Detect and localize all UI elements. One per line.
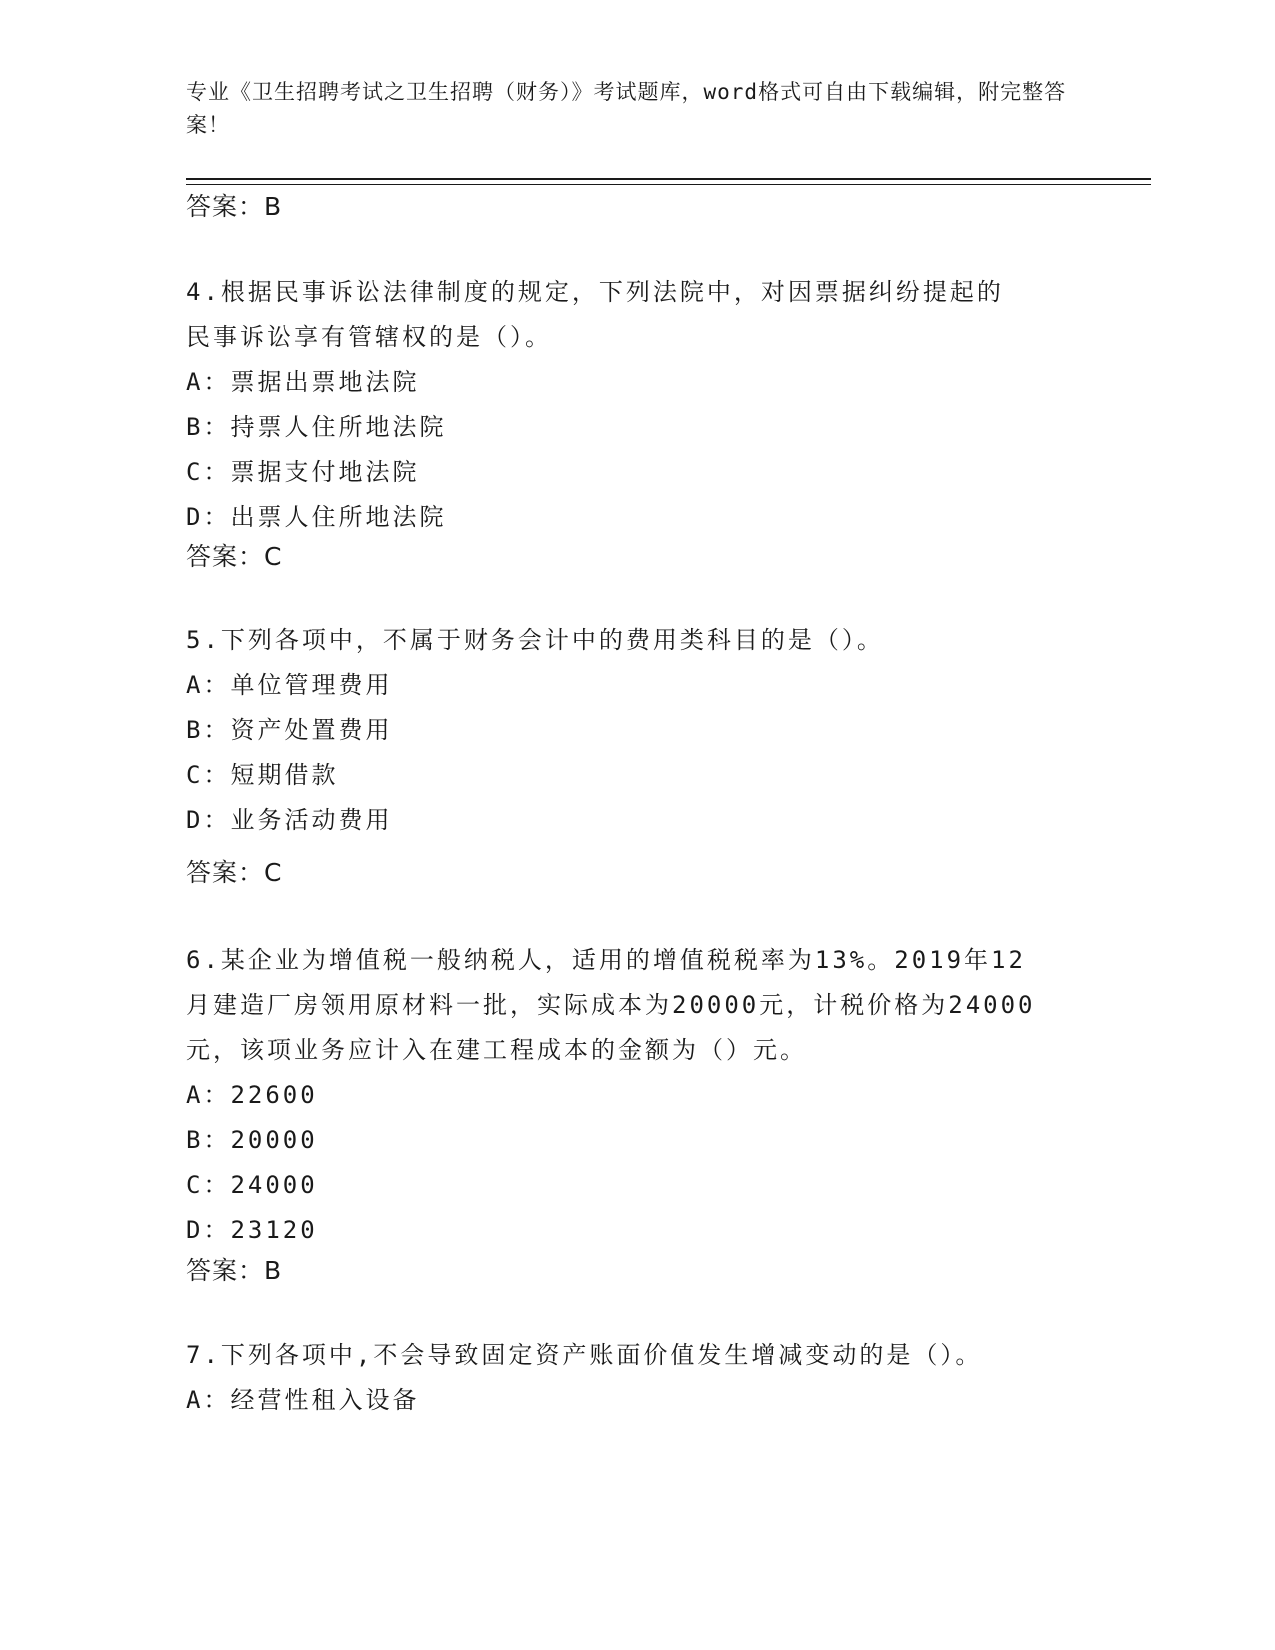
- option-d: D：业务活动费用: [186, 806, 393, 834]
- option-a: A：票据出票地法院: [186, 368, 420, 396]
- option-c: C：24000: [186, 1171, 318, 1199]
- stem-line: 月建造厂房领用原材料一批，实际成本为20000元，计税价格为24000: [186, 991, 1036, 1019]
- stem-line: 民事诉讼享有管辖权的是（）。: [186, 323, 552, 351]
- question-stem: [186, 938, 1086, 1073]
- header-intro: 专业《卫生招聘考试之卫生招聘（财务）》考试题库，word格式可自由下载编辑，附完整答案！: [186, 80, 1067, 137]
- question-7: [186, 1333, 1086, 1423]
- option-d: D：23120: [186, 1216, 318, 1244]
- option-d: D：出票人住所地法院: [186, 503, 447, 531]
- question-6: [186, 938, 1086, 1253]
- answer-q5: 答案：C: [186, 858, 283, 887]
- option-a: A：单位管理费用: [186, 671, 393, 699]
- option-c: C：票据支付地法院: [186, 458, 420, 486]
- answer-q3: 答案：B: [186, 192, 283, 221]
- option-a: A：22600: [186, 1081, 318, 1109]
- option-a: A：经营性租入设备: [186, 1386, 420, 1414]
- answer-q4: 答案：C: [186, 542, 283, 571]
- document-header: [186, 76, 1086, 142]
- answer-q6: 答案：B: [186, 1256, 283, 1285]
- header-divider-thick: [186, 178, 1151, 180]
- stem-line: 6.某企业为增值税一般纳税人，适用的增值税税率为13%。2019年12: [186, 946, 1026, 974]
- option-b: B：20000: [186, 1126, 318, 1154]
- stem-line: 元，该项业务应计入在建工程成本的金额为（）元。: [186, 1036, 807, 1064]
- stem-line: 7.下列各项中,不会导致固定资产账面价值发生增减变动的是（）。: [186, 1341, 983, 1369]
- question-4: [186, 270, 1086, 540]
- header-divider-thin: [186, 184, 1151, 185]
- question-stem: [186, 618, 1086, 663]
- stem-line: 4.根据民事诉讼法律制度的规定，下列法院中，对因票据纠纷提起的: [186, 278, 1004, 306]
- question-5: [186, 618, 1086, 843]
- option-b: B：持票人住所地法院: [186, 413, 447, 441]
- question-stem: [186, 1333, 1086, 1378]
- question-stem: [186, 270, 1086, 360]
- stem-line: 5.下列各项中，不属于财务会计中的费用类科目的是（）。: [186, 626, 884, 654]
- option-c: C：短期借款: [186, 761, 339, 789]
- option-b: B：资产处置费用: [186, 716, 393, 744]
